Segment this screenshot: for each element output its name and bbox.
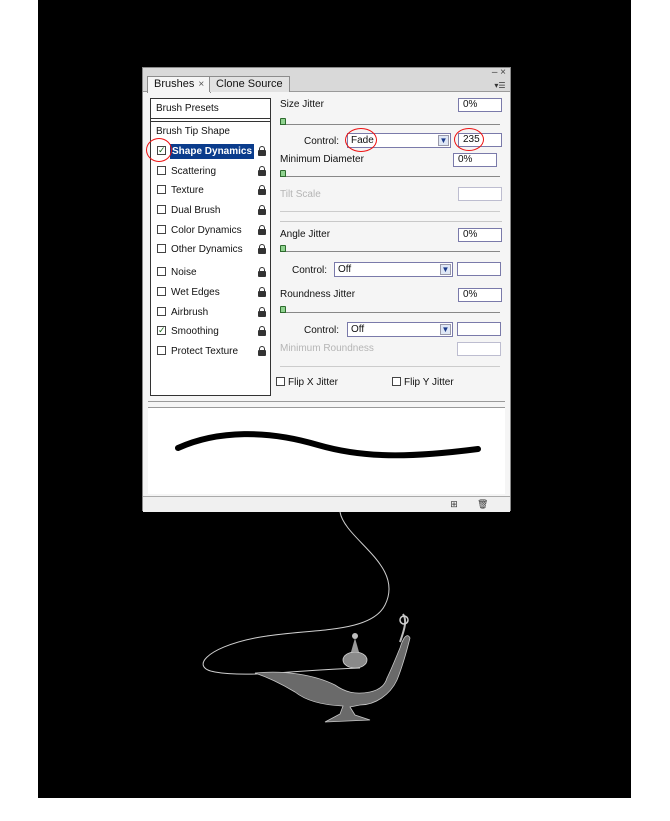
tab-close-icon[interactable]: × [198,79,205,90]
option-label: Other Dynamics [171,244,243,255]
select-value: Off [351,324,365,335]
checkbox[interactable] [157,185,166,194]
lamp-illustration [195,510,435,735]
minimize-icon[interactable]: – [491,67,498,78]
checkbox[interactable] [157,244,166,253]
angle-control-label: Control: [292,265,328,276]
option-label: Scattering [171,166,217,177]
minimum-roundness-label: Minimum Roundness [280,343,374,354]
divider [280,221,502,222]
angle-jitter-label: Angle Jitter [280,229,331,240]
stroke-preview-icon [148,408,505,494]
minimum-diameter-label: Minimum Diameter [280,154,364,165]
lock-icon[interactable] [256,325,267,337]
size-jitter-slider[interactable] [280,124,500,125]
roundness-extra-field[interactable] [457,322,501,336]
size-jitter-field[interactable]: 0% [458,98,502,112]
checkbox[interactable] [157,166,166,175]
lock-icon[interactable] [256,266,267,278]
option-scattering[interactable] [157,164,267,179]
lock-icon[interactable] [256,243,267,255]
divider [148,401,505,402]
minimum-diameter-slider[interactable] [280,176,500,177]
slider-thumb[interactable] [280,118,286,125]
size-control-label: Control: [304,136,340,147]
tab-clone-source[interactable] [209,76,290,92]
option-label: Smoothing [171,326,219,337]
angle-control-select[interactable] [334,262,453,277]
option-label: Airbrush [171,307,209,318]
lock-icon[interactable] [256,286,267,298]
flip-y-checkbox[interactable] [392,376,454,389]
annotation-circle [146,138,172,162]
angle-jitter-slider[interactable] [280,251,500,252]
flip-x-label: Flip X Jitter [288,377,339,388]
panel-menu-icon[interactable]: ▾☰ [494,81,506,90]
flip-y-label: Flip Y Jitter [404,377,454,388]
chevron-down-icon: ▼ [441,265,450,274]
option-label: Shape Dynamics [172,146,253,157]
roundness-control-select[interactable] [347,322,453,337]
option-airbrush[interactable] [157,305,267,320]
option-other-dynamics[interactable] [157,242,267,257]
checkbox[interactable] [157,346,166,355]
lock-icon[interactable] [256,145,267,157]
checkbox[interactable] [157,307,166,316]
brush-presets-button[interactable]: Brush Presets [151,99,270,119]
angle-extra-field[interactable] [457,262,501,276]
select-value: Fade [351,135,374,146]
checkbox[interactable] [157,225,166,234]
option-color-dynamics[interactable] [157,223,267,238]
minimum-diameter-field[interactable]: 0% [453,153,497,167]
checkbox[interactable] [157,267,166,276]
lock-icon[interactable] [256,165,267,177]
option-label: Wet Edges [171,287,220,298]
option-label: Noise [171,267,197,278]
option-protect-texture[interactable] [157,344,267,359]
roundness-jitter-slider[interactable] [280,312,500,313]
brush-tip-shape-item[interactable]: Brush Tip Shape [156,126,230,137]
option-label: Protect Texture [171,346,239,357]
minimum-roundness-field [457,342,501,356]
angle-jitter-field[interactable]: 0% [458,228,502,242]
option-shape-dynamics[interactable] [157,144,267,159]
slider-thumb[interactable] [280,245,286,252]
tab-clone-source-label: Clone Source [216,78,283,90]
new-brush-icon[interactable]: ⊞ [450,499,458,509]
checkbox[interactable]: ✓ [158,145,166,155]
option-label: Dual Brush [171,205,221,216]
checkbox[interactable] [392,377,401,386]
checkbox[interactable]: ✓ [158,325,166,335]
lock-icon[interactable] [256,224,267,236]
checkbox[interactable] [157,287,166,296]
tilt-scale-slider [280,211,500,212]
smoke-line [203,512,389,674]
slider-thumb[interactable] [280,170,286,177]
option-smoothing[interactable] [157,324,267,339]
size-jitter-label: Size Jitter [280,99,324,110]
lock-icon[interactable] [256,306,267,318]
option-texture[interactable] [157,183,267,198]
tab-bar [143,68,510,92]
roundness-jitter-field[interactable]: 0% [458,288,502,302]
option-label: Texture [171,185,204,196]
select-value: Off [338,264,352,275]
minimum-roundness-slider [280,366,500,367]
close-panel-icon[interactable]: × [500,67,506,78]
tilt-scale-label: Tilt Scale [280,189,321,200]
lamp-icon [255,614,410,722]
checkbox[interactable] [276,377,285,386]
lock-icon[interactable] [256,345,267,357]
roundness-jitter-label: Roundness Jitter [280,289,356,300]
option-wet-edges[interactable] [157,285,267,300]
tab-brushes-label: Brushes [154,78,195,90]
annotation-circle [454,128,484,151]
window-controls [492,68,506,77]
annotation-circle [345,128,377,152]
trash-icon[interactable]: 🗑 [477,499,489,509]
checkbox[interactable] [157,205,166,214]
roundness-control-label: Control: [304,325,340,336]
panel-footer [143,496,510,512]
lock-icon[interactable] [256,184,267,196]
chevron-down-icon: ▼ [439,136,448,145]
chevron-down-icon: ▼ [441,325,450,334]
fade-steps-field[interactable]: 235 [458,133,502,147]
option-noise[interactable] [157,265,267,280]
tab-brushes[interactable] [147,76,211,93]
tilt-scale-field [458,187,502,201]
option-label: Color Dynamics [171,225,242,236]
slider-thumb[interactable] [280,306,286,313]
brush-stroke-preview [148,407,505,494]
option-dual-brush[interactable] [157,203,267,218]
lock-icon[interactable] [256,204,267,216]
flip-x-checkbox[interactable] [276,376,338,389]
